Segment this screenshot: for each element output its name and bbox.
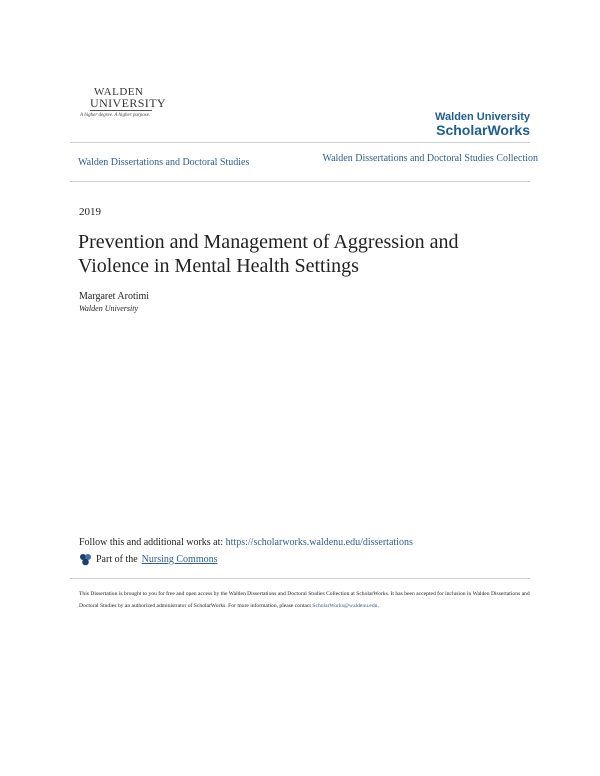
- contact-email-link[interactable]: ScholarWorks@waldenu.edu: [312, 603, 378, 609]
- publication-year: 2019: [79, 206, 101, 218]
- author-name: Margaret Arotimi: [79, 291, 150, 302]
- logo-line-walden: WALDEN: [94, 86, 144, 98]
- scholarworks-brand-top[interactable]: Walden University: [435, 111, 530, 123]
- logo-line-university: UNIVERSITY: [90, 96, 166, 110]
- walden-university-logo: [78, 86, 168, 126]
- bepress-network-icon: [79, 553, 92, 566]
- access-notice-text: This Dissertation is brought to you for free and open access by the Walden Dissertations and Doctoral Studies Collection at ScholarWorks. It has been accepted for inclusion in Walden Dissertations and Doctoral Studies by an authorized administrator of ScholarWorks. For more information, please contact: [79, 591, 530, 609]
- author-affiliation: Walden University: [79, 304, 139, 313]
- follow-label: Follow this and additional works at:: [79, 537, 226, 548]
- nav-divider: [70, 181, 530, 182]
- logo-divider: [90, 110, 152, 111]
- document-title: Prevention and Management of Aggression and Violence in Mental Health Settings: [78, 231, 459, 277]
- footer-divider: [70, 578, 530, 579]
- nursing-commons-link[interactable]: Nursing Commons: [141, 554, 218, 565]
- header-divider: [70, 142, 530, 143]
- part-of-line: [79, 553, 218, 566]
- access-notice-end: .: [377, 603, 379, 609]
- nav-link-dissertations[interactable]: Walden Dissertations and Doctoral Studies: [78, 157, 250, 168]
- nav-link-collection[interactable]: Walden Dissertations and Doctoral Studies Collection: [322, 153, 538, 164]
- access-notice: [79, 588, 531, 612]
- scholarworks-brand-bottom[interactable]: ScholarWorks: [436, 122, 530, 138]
- part-of-label: Part of the: [96, 554, 138, 565]
- follow-line: [79, 537, 413, 548]
- logo-tagline: A higher degree. A higher purpose.: [80, 113, 151, 118]
- dissertations-url-link[interactable]: https://scholarworks.waldenu.edu/dissertations: [225, 537, 413, 548]
